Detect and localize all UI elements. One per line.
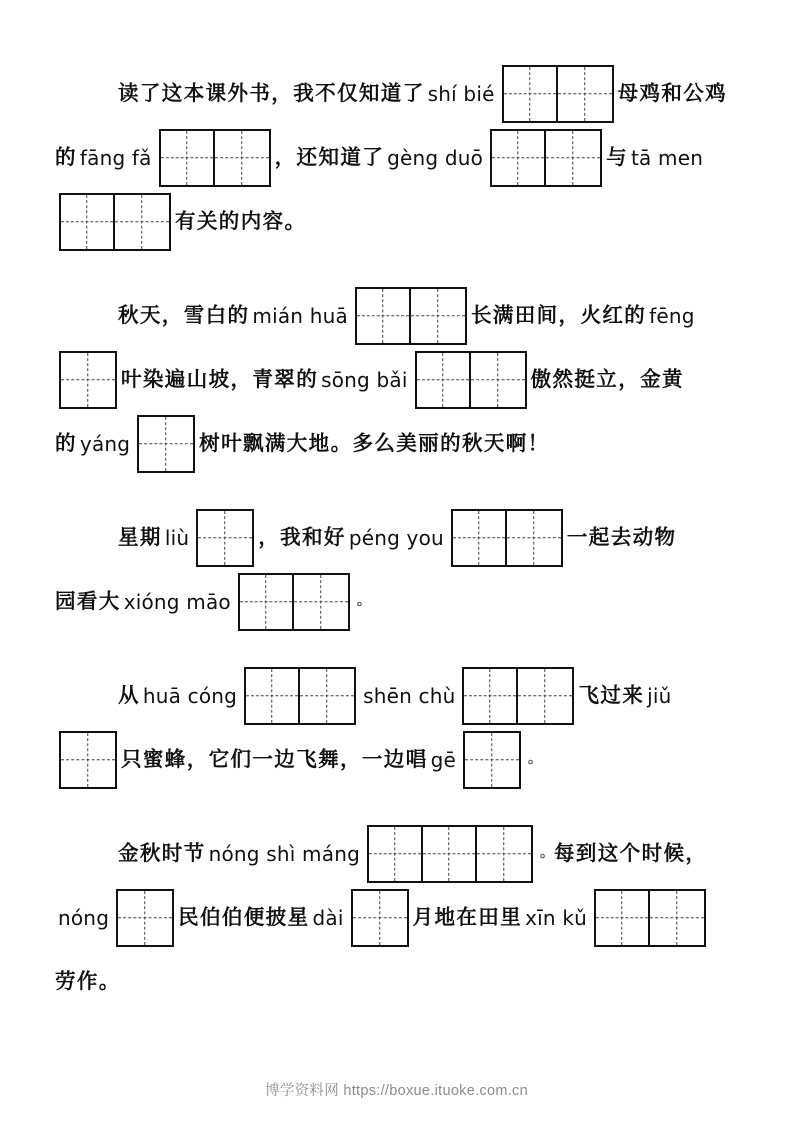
grid-cell[interactable] — [518, 669, 572, 723]
answer-grid-box[interactable] — [415, 351, 527, 409]
punctuation-mark: 。 — [356, 594, 371, 609]
pinyin-text: xióng māo — [123, 590, 231, 614]
answer-grid-box[interactable] — [462, 667, 574, 725]
answer-grid-box[interactable] — [59, 193, 171, 251]
text-line — [55, 886, 738, 950]
answer-grid-box[interactable] — [159, 129, 271, 187]
text-line — [55, 62, 738, 126]
text-line — [55, 284, 738, 348]
text-line — [55, 664, 738, 728]
answer-grid-box[interactable] — [490, 129, 602, 187]
chinese-text: 读了这本课外书，我不仅知道了 — [118, 82, 425, 105]
text-line — [55, 506, 738, 570]
chinese-text: 一起去动物 — [566, 526, 677, 549]
pinyin-text: nóng shì máng — [208, 842, 360, 866]
grid-cell[interactable] — [558, 67, 612, 121]
chinese-text: 叶染遍山坡，青翠的 — [121, 368, 319, 391]
paragraph-p5 — [55, 822, 738, 1014]
pinyin-text: huā cóng — [142, 684, 238, 708]
grid-cell[interactable] — [453, 511, 507, 565]
pinyin-text: dài — [312, 906, 344, 930]
grid-cell[interactable] — [411, 289, 465, 343]
answer-grid-box[interactable] — [367, 825, 533, 883]
grid-cell[interactable] — [139, 417, 193, 471]
paragraph-p4 — [55, 664, 738, 792]
grid-cell[interactable] — [61, 733, 115, 787]
grid-cell[interactable] — [61, 195, 115, 249]
grid-cell[interactable] — [353, 891, 407, 945]
text-line — [55, 570, 738, 634]
chinese-text: 星期 — [118, 526, 162, 549]
footer-watermark: 博学资料网 https://boxue.ituoke.com.cn — [265, 1083, 528, 1099]
chinese-text: ，我和好 — [258, 526, 346, 549]
grid-cell[interactable] — [504, 67, 558, 121]
grid-cell[interactable] — [246, 669, 300, 723]
text-line — [55, 822, 738, 886]
chinese-text: 秋天，雪白的 — [118, 304, 250, 327]
chinese-text: 的 — [55, 146, 77, 169]
answer-grid-box[interactable] — [463, 731, 521, 789]
grid-cell[interactable] — [417, 353, 471, 407]
answer-grid-box[interactable] — [59, 731, 117, 789]
grid-cell[interactable] — [294, 575, 348, 629]
chinese-text: 从 — [118, 684, 140, 707]
answer-grid-box[interactable] — [196, 509, 254, 567]
chinese-text: 民伯伯便披星 — [178, 906, 310, 929]
paragraph-list — [55, 62, 738, 1014]
pinyin-text: gèng duō — [387, 146, 484, 170]
pinyin-text: nóng — [58, 906, 110, 930]
text-line — [55, 728, 738, 792]
chinese-text: 与 — [606, 146, 628, 169]
pinyin-text: tā men — [630, 146, 704, 170]
answer-grid-box[interactable] — [238, 573, 350, 631]
grid-cell[interactable] — [240, 575, 294, 629]
grid-cell[interactable] — [369, 827, 423, 881]
text-line — [55, 126, 738, 190]
text-line — [55, 348, 738, 412]
pinyin-text: shí bié — [427, 82, 495, 106]
chinese-text: 月地在田里 — [412, 906, 523, 929]
grid-cell[interactable] — [477, 827, 531, 881]
grid-cell[interactable] — [492, 131, 546, 185]
chinese-text: 的 — [55, 432, 77, 455]
answer-grid-box[interactable] — [355, 287, 467, 345]
chinese-text: 飞过来 — [578, 684, 645, 707]
chinese-text: 长满田间，火红的 — [470, 304, 647, 327]
punctuation-mark: 。 — [539, 846, 554, 861]
grid-cell[interactable] — [471, 353, 525, 407]
text-line — [55, 412, 738, 476]
pinyin-text: fēng — [649, 304, 695, 328]
grid-cell[interactable] — [118, 891, 172, 945]
grid-cell[interactable] — [507, 511, 561, 565]
grid-cell[interactable] — [546, 131, 600, 185]
answer-grid-box[interactable] — [594, 889, 706, 947]
chinese-text: 树叶飘满大地。多么美丽的秋天啊！ — [199, 432, 550, 455]
chinese-text: 劳作。 — [55, 970, 121, 993]
chinese-text: 母鸡和公鸡 — [617, 82, 728, 105]
grid-cell[interactable] — [161, 131, 215, 185]
grid-cell[interactable] — [465, 733, 519, 787]
punctuation-mark: 。 — [528, 752, 543, 767]
grid-cell[interactable] — [464, 669, 518, 723]
pinyin-text: mián huā — [252, 304, 348, 328]
grid-cell[interactable] — [650, 891, 704, 945]
pinyin-text: gē — [430, 748, 457, 772]
pinyin-text: sōng bǎi — [321, 368, 408, 392]
pinyin-text: péng you — [348, 526, 444, 550]
chinese-text: 只蜜蜂，它们一边飞舞，一边唱 — [121, 748, 428, 771]
paragraph-p1 — [55, 62, 738, 254]
chinese-text: 有关的内容。 — [175, 210, 307, 233]
answer-grid-box[interactable] — [244, 667, 356, 725]
text-line — [55, 950, 738, 1014]
paragraph-p2 — [55, 284, 738, 476]
pinyin-text: yáng — [79, 432, 131, 456]
paragraph-p3 — [55, 506, 738, 634]
chinese-text: 金秋时节 — [118, 842, 206, 865]
chinese-text: 傲然挺立，金黄 — [530, 368, 684, 391]
pinyin-text: liù — [164, 526, 190, 550]
pinyin-text: xīn kǔ — [525, 906, 587, 930]
answer-grid-box[interactable] — [59, 351, 117, 409]
chinese-text: ，还知道了 — [274, 146, 385, 169]
answer-grid-box[interactable] — [502, 65, 614, 123]
grid-cell[interactable] — [423, 827, 477, 881]
grid-cell[interactable] — [61, 353, 115, 407]
pinyin-text: jiǔ — [647, 684, 672, 708]
answer-grid-box[interactable] — [451, 509, 563, 567]
answer-grid-box[interactable] — [137, 415, 195, 473]
pinyin-text: fāng fǎ — [79, 146, 152, 170]
text-line — [55, 190, 738, 254]
grid-cell[interactable] — [198, 511, 252, 565]
answer-grid-box[interactable] — [116, 889, 174, 947]
answer-grid-box[interactable] — [351, 889, 409, 947]
grid-cell[interactable] — [596, 891, 650, 945]
grid-cell[interactable] — [215, 131, 269, 185]
grid-cell[interactable] — [300, 669, 354, 723]
chinese-text: 每到这个时候， — [553, 842, 708, 865]
chinese-text: 园看大 — [55, 590, 121, 613]
grid-cell[interactable] — [115, 195, 169, 249]
pinyin-text: shēn chù — [363, 684, 456, 708]
grid-cell[interactable] — [357, 289, 411, 343]
